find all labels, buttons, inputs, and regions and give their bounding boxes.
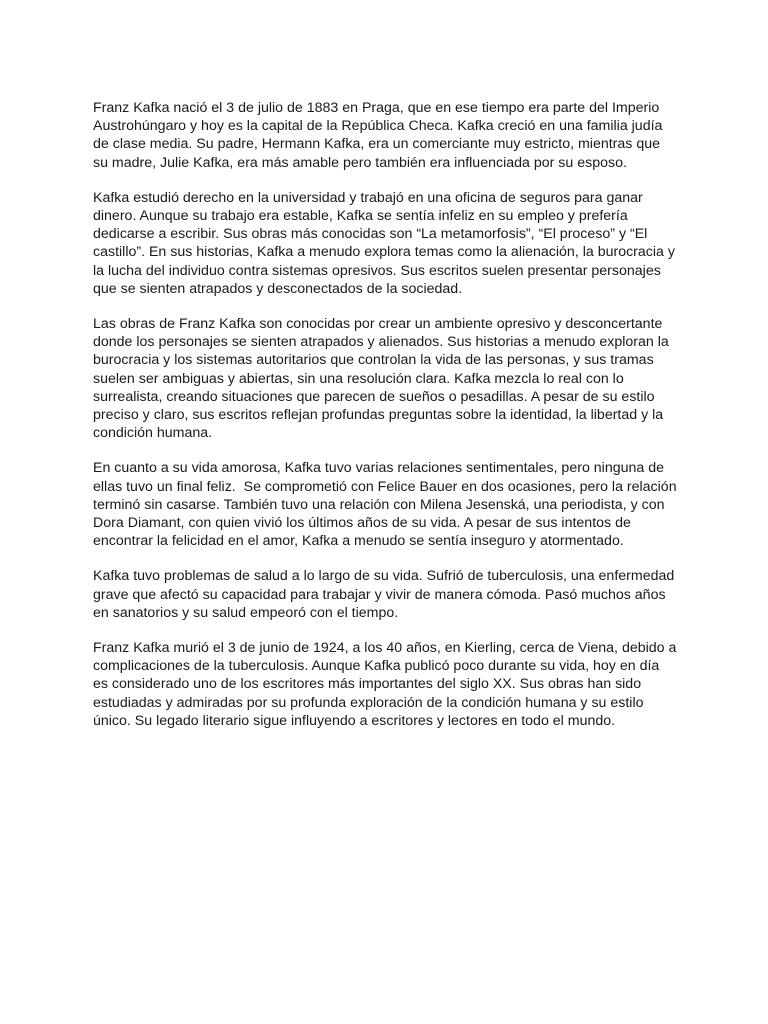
paragraph-birth-family: Franz Kafka nació el 3 de julio de 1883 en Praga, que en ese tiempo era parte del Imperio Austrohúngaro y hoy es la capital de la República Checa. Kafka creció en una familia judía de clase media. Su padre, Hermann Kafka, era un comerciante muy estricto, mientras que su madre, Julie Kafka, era más amable pero también era influenciada por su esposo. bbox=[93, 100, 667, 171]
paragraph-love-life: En cuanto a su vida amorosa, Kafka tuvo varias relaciones sentimentales, pero ninguna de ellas tuvo un final feliz. Se comprometió con Felice Bauer en dos ocasiones, pero la relación terminó sin casarse. También tuvo una relación con Milena Jesenská, una periodista, y con Dora Diamant, con quien vivió los últimos años de su vida. A pesar de sus intentos de encontrar la felicidad en el amor, Kafka a menudo se sentía inseguro y atormentado. bbox=[93, 460, 681, 550]
paragraph-studies-works: Kafka estudió derecho en la universidad y trabajó en una oficina de seguros para ganar dinero. Aunque su trabajo era estable, Kafka se sentía infeliz en su empleo y prefería dedicarse a escribir. Sus obras más conocidas son “La metamorfosis”, “El proceso” y “El castillo”. En sus historias, Kafka a menudo explora temas como la alienación, la burocracia y la lucha del individuo contra sistemas opresivos. Sus escritos suelen presentar personajes que se sienten atrapados y desconectados de la sociedad. bbox=[93, 189, 679, 297]
paragraph-health: Kafka tuvo problemas de salud a lo largo de su vida. Sufrió de tuberculosis, una enfermedad grave que afectó su capacidad para trabajar y vivir de manera cómoda. Pasó muchos años en sanatorios y su salud empeoró con el tiempo. bbox=[93, 568, 679, 621]
paragraph-death-legacy: Franz Kafka murió el 3 de junio de 1924, a los 40 años, en Kierling, cerca de Viena, debido a complicaciones de la tuberculosis. Aunque Kafka publicó poco durante su vida, hoy en día es considerado uno de los escritores más importantes del siglo XX. Sus obras han sido estudiadas y admiradas por su profunda exploración de la condición humana y su estilo único. Su legado literario sigue influyendo a escritores y lectores en todo el mundo. bbox=[93, 640, 681, 729]
paragraph-literary-style: Las obras de Franz Kafka son conocidas por crear un ambiente opresivo y desconcertante donde los personajes se sienten atrapados y alienados. Sus historias a menudo exploran la burocracia y los sistemas autoritarios que controlan la vida de las personas, y sus tramas suelen ser ambiguas y abiertas, sin una resolución clara. Kafka mezcla lo real con lo surrealista, creando situaciones que parecen de sueños o pesadillas. A pesar de su estilo preciso y claro, sus escritos reflejan profundas preguntas sobre la identidad, la libertad y la condición humana. bbox=[93, 316, 673, 442]
document-body bbox=[93, 99, 681, 747]
